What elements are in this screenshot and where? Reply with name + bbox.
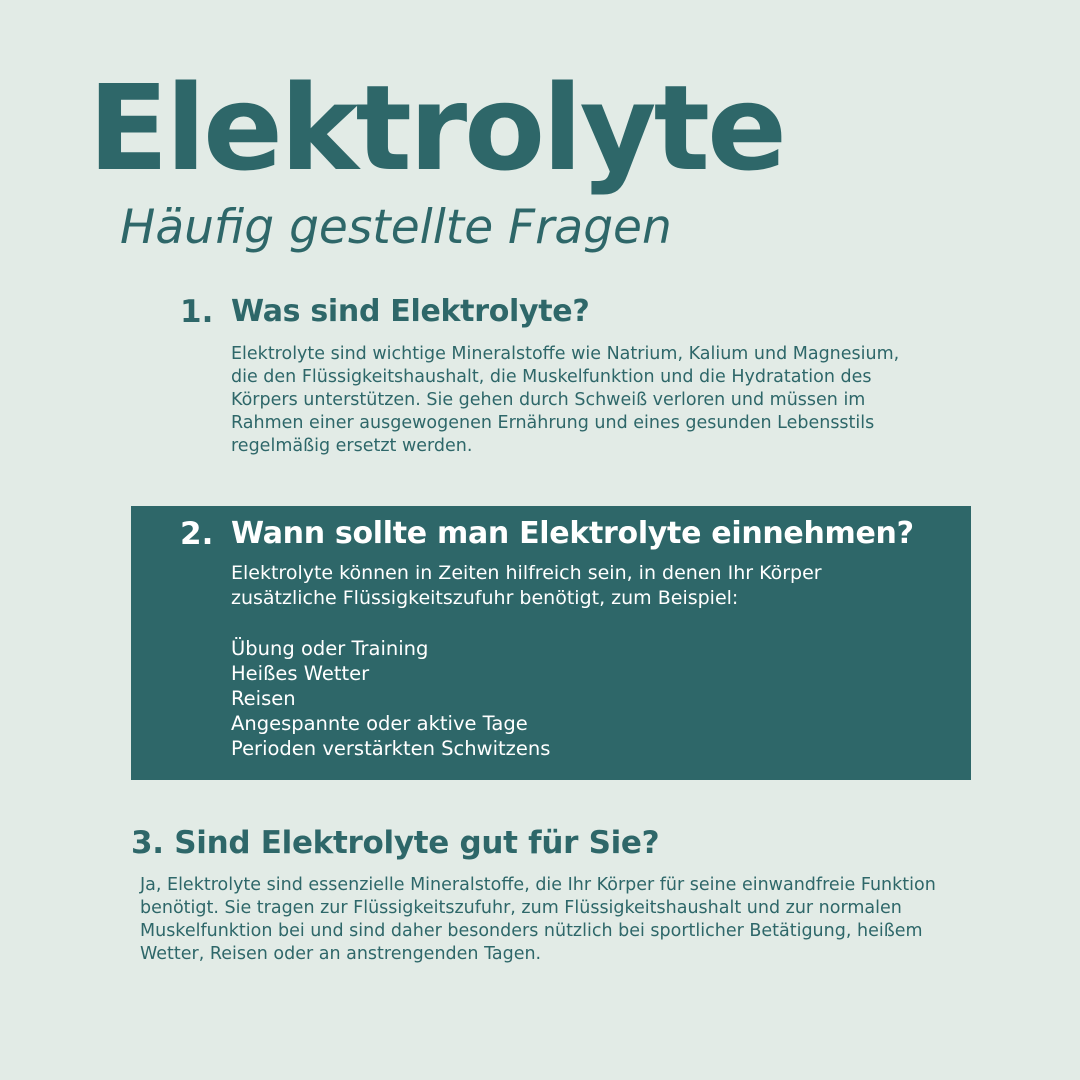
list-item: Perioden verstärkten Schwitzens xyxy=(231,737,551,760)
faq-number-1: 1. xyxy=(180,294,214,330)
list-item: Reisen xyxy=(231,687,296,710)
faq-answer-1: Elektrolyte sind wichtige Mineralstoffe wie Natrium, Kalium und Magnesium, die den Flüssigkeitshaushalt, die Muskelfunktion und die Hydratation des Körpers unterstützen. Sie gehen durch Schweiß verloren und müssen im Rahmen einer ausgewogenen Ernährung und eines gesunden Lebensstils regelmäßig ersetzt werden. xyxy=(231,344,900,456)
faq-question-1: Was sind Elektrolyte? xyxy=(231,294,590,329)
page-title: Elektrolyte xyxy=(88,59,785,197)
faq-answer-2: Elektrolyte können in Zeiten hilfreich sein, in denen Ihr Körper zusätzliche Flüssigkeitszufuhr benötigt, zum Beispiel: xyxy=(231,562,822,609)
faq-question-3: 3. Sind Elektrolyte gut für Sie? xyxy=(131,825,660,861)
list-item: Heißes Wetter xyxy=(231,662,370,685)
page-subtitle: Häufig gestellte Fragen xyxy=(120,200,672,255)
faq-number-2: 2. xyxy=(180,516,214,552)
list-item: Angespannte oder aktive Tage xyxy=(231,712,528,735)
faq-answer-3: Ja, Elektrolyte sind essenzielle Mineralstoffe, die Ihr Körper für seine einwandfreie Funktion benötigt. Sie tragen zur Flüssigkeitszufuhr, zum Flüssigkeitshaushalt und zur normalen Muskelfunktion bei und sind daher besonders nützlich bei sportlicher Betätigung, heißem Wetter, Reisen oder an anstrengenden Tagen. xyxy=(140,875,936,964)
list-item: Übung oder Training xyxy=(231,637,429,660)
faq-question-2: Wann sollte man Elektrolyte einnehmen? xyxy=(231,516,914,551)
faq-list-2 xyxy=(231,636,550,761)
